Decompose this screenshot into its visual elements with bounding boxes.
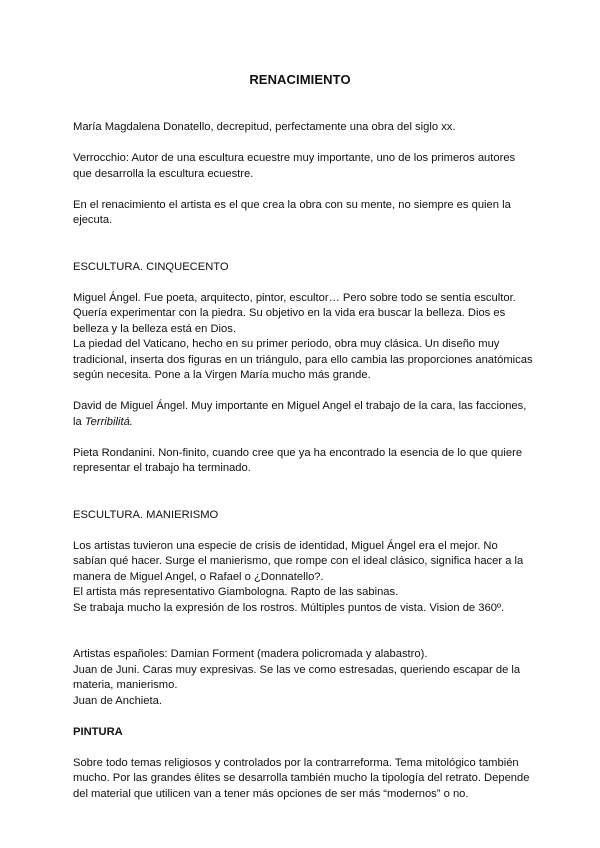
paragraph-miguel-angel: Miguel Ángel. Fue poeta, arquitecto, pintor, escultor… Pero sobre todo se sentía escultor. Quería experimentar con la piedra. Su objetivo en la vida era buscar la belleza. Dios es belleza y la belleza está en Dios.	[73, 291, 516, 335]
paragraph-pintura: Sobre todo temas religiosos y controlados por la contrarreforma. Tema mitológico también mucho. Por las grandes élites se desarrolla también mucho la tipología del retrato. Depende del material que utilicen van a tener más opciones de ser más “modernos” o no.	[73, 756, 530, 800]
paragraph-giambologna: El artista más representativo Giambologna. Rapto de las sabinas.	[73, 586, 399, 598]
paragraph-pieta: Pieta Rondanini. Non-finito, cuando cree que ya ha encontrado la esencia de lo que quiere representar el trabajo ha terminado.	[73, 446, 523, 474]
paragraph-piedad: La piedad del Vaticano, hecho en su primer periodo, obra muy clásica. Un diseño muy tradicional, inserta dos figuras en un triángulo, para ello cambia las proporciones anatómicas según necesita. Pone a la Virgen María mucho más grande.	[73, 338, 533, 381]
david-text: David de Miguel Ángel. Muy importante en Miguel Angel el trabajo de la cara, las facciones, la	[73, 400, 527, 428]
heading-cinquecento: ESCULTURA. CINQUECENTO	[73, 260, 229, 273]
heading-manierismo: ESCULTURA. MANIERISMO	[73, 508, 219, 521]
paragraph-anchieta: Juan de Anchieta.	[73, 694, 162, 707]
paragraph-artista: En el renacimiento el artista es el que crea la obra con su mente, no siempre es quien la ejecuta.	[73, 198, 511, 226]
paragraph-espanoles: Artistas españoles: Damian Forment (madera policromada y alabastro).	[73, 648, 428, 660]
paragraph-juni: Juan de Juni. Caras muy expresivas. Se las ve como estresadas, queriendo escapar de la materia, manierismo.	[73, 663, 521, 691]
heading-pintura: PINTURA	[73, 725, 123, 738]
paragraph-rostros: Se trabaja mucho la expresión de los rostros. Múltiples puntos de vista. Vision de 360º.	[73, 601, 505, 614]
paragraph-david	[73, 399, 533, 430]
paragraph-donatello: María Magdalena Donatello, decrepitud, perfectamente una obra del siglo xx.	[73, 121, 456, 133]
document-title: RENACIMIENTO	[249, 72, 351, 87]
paragraph-verrocchio: Verrocchio: Autor de una escultura ecuestre muy importante, uno de los primeros autores que desarrolla la escultura ecuestre.	[73, 152, 516, 180]
document-body	[73, 120, 533, 802]
paragraph-crisis: Los artistas tuvieron una especie de crisis de identidad, Miguel Ángel era el mejor. No sabían qué hacer. Surge el manierismo, que rompe con el ideal clásico, significa hacer a la manera de Miguel Angel, o Rafael o ¿Donnatello?.	[73, 539, 524, 583]
david-italic: Terribilitá.	[84, 415, 133, 428]
